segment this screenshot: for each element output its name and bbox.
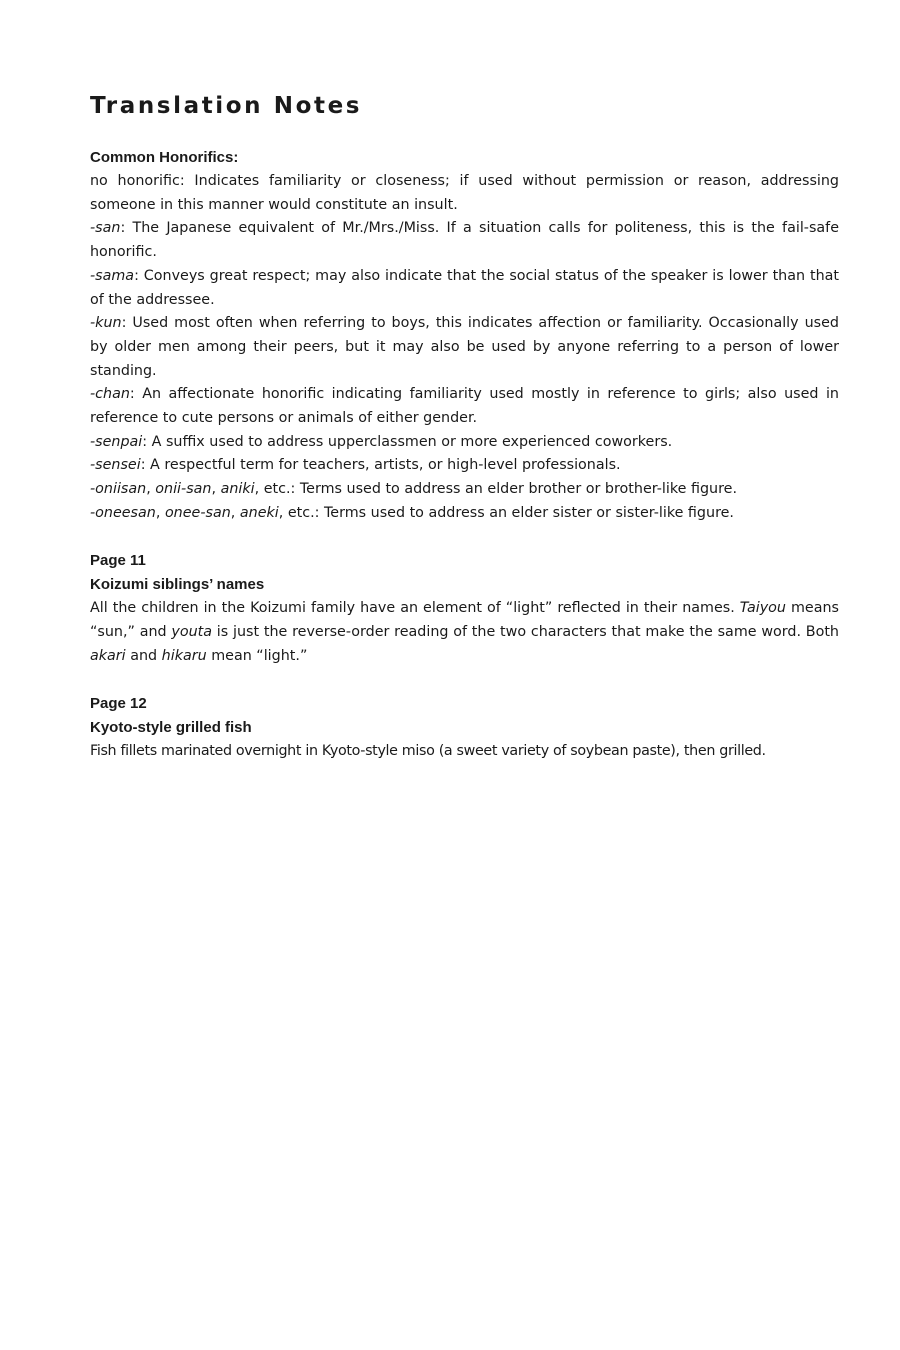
honorific-entry-none xyxy=(90,170,839,217)
honorific-term: -san xyxy=(90,220,121,237)
note-page-number: Page 11 xyxy=(90,552,146,570)
honorific-definition: : Conveys great respect; may also indicate that the social status of the speaker is lower than that of the addressee. xyxy=(90,267,839,308)
honorific-entry-sama xyxy=(90,265,839,312)
note-body xyxy=(90,597,839,668)
honorific-term: -sama xyxy=(90,267,135,284)
honorific-definition: : The Japanese equivalent of Mr./Mrs./Miss. If a situation calls for politeness, this is the fail-safe honorific. xyxy=(90,220,839,261)
honorific-term: onii-san xyxy=(155,481,212,498)
honorific-entry-oneesan xyxy=(90,502,839,526)
honorific-definition: : An affectionate honorific indicating familiarity used mostly in reference to girls; also used in reference to cute persons or animals of either gender. xyxy=(90,386,839,427)
honorific-term: onee-san xyxy=(164,504,231,521)
note-text: means “sun,” and xyxy=(90,600,839,640)
separator: , xyxy=(155,504,165,521)
note-term: akari xyxy=(90,647,126,664)
honorific-term: -chan xyxy=(90,386,130,403)
honorific-definition: , etc.: Terms used to address an elder sister or sister-like figure. xyxy=(278,504,734,521)
section-heading: Common Honorifics: xyxy=(90,149,239,166)
note-term: Taiyou xyxy=(739,600,786,617)
honorific-entry-sensei xyxy=(90,454,839,478)
note-heading: Koizumi siblings’ names xyxy=(90,576,265,594)
honorific-entry-oniisan xyxy=(90,478,839,502)
note-heading: Kyoto-style grilled fish xyxy=(90,719,252,737)
translation-notes-page xyxy=(90,88,839,764)
note-text: and xyxy=(125,647,162,664)
honorific-term: -oneesan xyxy=(90,504,156,521)
separator: , xyxy=(230,504,240,521)
honorific-term: -senpai xyxy=(90,433,143,450)
note-page-12 xyxy=(90,692,839,764)
page-title: Translation Notes xyxy=(90,93,363,119)
note-text: mean “light.” xyxy=(206,647,308,664)
honorific-term: -kun xyxy=(90,315,122,332)
separator: , xyxy=(211,481,221,498)
honorific-definition: no honorific: Indicates familiarity or closeness; if used without permission or reason, addressing someone in this manner would constitute an insult. xyxy=(90,173,839,213)
note-body: Fish fillets marinated overnight in Kyoto-style miso (a sweet variety of soybean paste), then grilled. xyxy=(90,743,766,760)
honorific-definition: : A respectful term for teachers, artists, or high-level professionals. xyxy=(140,457,621,474)
honorific-term: -oniisan xyxy=(90,481,147,498)
honorific-term: aniki xyxy=(220,481,255,498)
note-page-number: Page 12 xyxy=(90,695,147,713)
separator: , xyxy=(146,481,156,498)
honorific-entry-kun xyxy=(90,312,839,383)
honorific-entry-san xyxy=(90,217,839,264)
note-text: is just the reverse-order reading of the two characters that make the same word. Both xyxy=(212,623,839,640)
honorific-term: -sensei xyxy=(90,457,141,474)
section-spacer xyxy=(90,526,839,550)
note-page-11 xyxy=(90,549,839,668)
honorific-definition: , etc.: Terms used to address an elder brother or brother-like figure. xyxy=(254,481,737,498)
note-term: youta xyxy=(171,623,213,640)
note-term: hikaru xyxy=(161,647,207,664)
honorific-entry-chan xyxy=(90,383,839,430)
honorific-definition: : Used most often when referring to boys, this indicates affection or familiarity. Occasionally used by older men among their peers, but it may also be used by anyone referring to a person of lower standing. xyxy=(90,315,839,379)
honorific-definition: : A suffix used to address upperclassmen or more experienced coworkers. xyxy=(142,433,673,450)
honorific-term: aneki xyxy=(239,504,279,521)
note-text: All the children in the Koizumi family have an element of “light” reflected in their names. xyxy=(90,600,740,617)
section-spacer xyxy=(90,668,839,692)
honorific-entry-senpai xyxy=(90,431,839,455)
honorifics-section xyxy=(90,146,839,526)
